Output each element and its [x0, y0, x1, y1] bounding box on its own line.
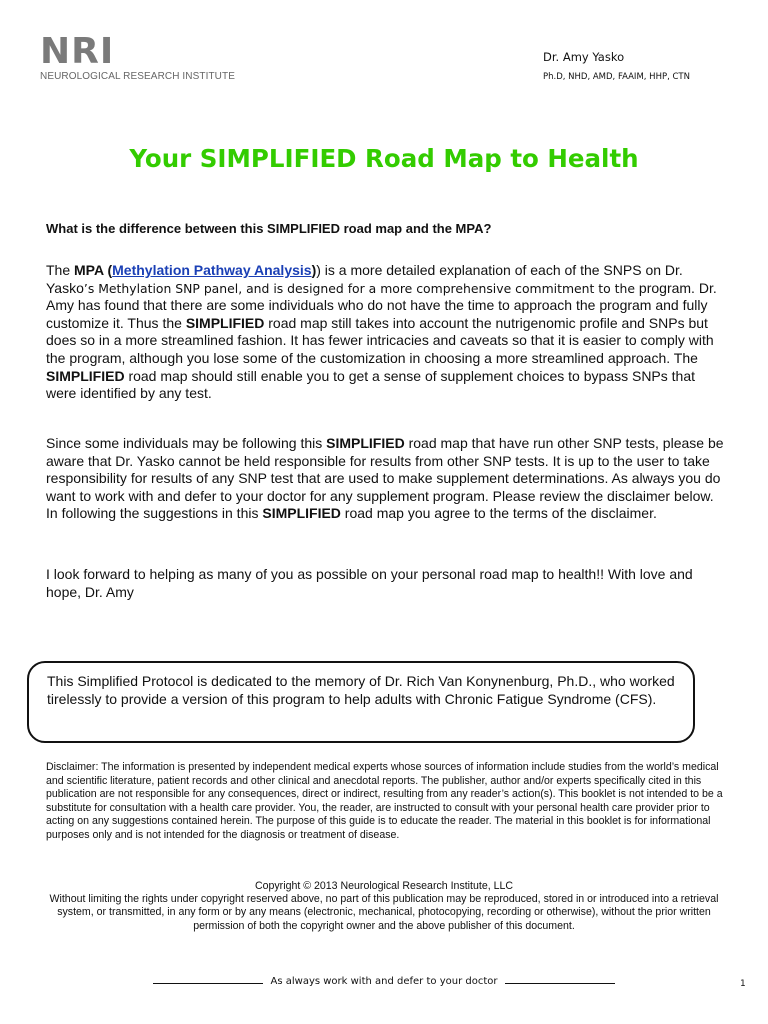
p2-text: road map you agree to the terms of the disclaimer.	[340, 505, 657, 522]
p2-text: Since some individuals may be following this	[46, 435, 327, 451]
mpa-term: MPA	[74, 262, 104, 278]
nri-logo	[40, 31, 235, 82]
copyright-body: Without limiting the rights under copyright reserved above, no part of this publication may be reproduced, stored in or introduced into a retrieval system, or transmitted, in any form or by any means (electronic, mechanical, photocopying, recording or otherwise), without the prior written permission of both the copyright owner and the above publisher of this document.	[49, 893, 719, 932]
logo-mark: NRI	[40, 31, 115, 72]
p1-paren: (	[103, 262, 113, 278]
p1-text: The	[46, 262, 75, 278]
author-credentials: Ph.D, NHD, AMD, FAAIM, HHP, CTN	[543, 72, 690, 82]
simplified-term: SIMPLIFIED	[185, 314, 265, 331]
simplified-term: SIMPLIFIED	[326, 435, 405, 451]
section-question: What is the difference between this SIMPLIFIED road map and the MPA?	[46, 221, 492, 236]
logo-subtitle: NEUROLOGICAL RESEARCH INSTITUTE	[40, 71, 235, 82]
p1-text: road map still takes into account the nutrigenomic profile and SNPs but does so in a more streamlined fashion. It has fewer intricacies and caveats so that it is easier to comply with the program, although you lose some of the customization in choosing a more streamlined approach. The	[46, 314, 714, 366]
p2-text: road map that have run other SNP tests, please be aware that Dr. Yasko cannot be held responsible for results from other SNP tests. It is up to the user to take responsibility for results of any SNP test that are used to make supplement determinations. As always you do want to work with and defer to your doctor for any supplement program. Please review the disclaimer below. In following the suggestions in this	[46, 435, 724, 522]
footer-rule	[153, 983, 263, 984]
methylation-pathway-analysis-link[interactable]: Methylation Pathway Analysis	[112, 262, 312, 278]
responsibility-paragraph	[46, 435, 726, 523]
p1-text: program. Dr. Amy has found that there are some individuals who do not have the time to approach the program and fully customize it. Thus the	[46, 279, 717, 331]
author-block	[543, 50, 690, 82]
p1-text: ) is a more detailed explanation of each of the SNPS on Dr. Yasko	[46, 262, 683, 296]
footer-text: As always work with and defer to your doctor	[270, 976, 498, 987]
footer-rule	[505, 983, 615, 984]
author-name: Dr. Amy Yasko	[543, 50, 625, 64]
simplified-term: SIMPLIFIED	[46, 367, 125, 384]
p1-text: ’s Methylation SNP panel, and is designed for a more comprehensive commitment to the	[83, 280, 636, 296]
page-footer	[0, 976, 768, 987]
copyright-block	[46, 880, 722, 933]
simplified-term: SIMPLIFIED	[262, 505, 341, 522]
intro-paragraph	[46, 262, 726, 403]
memorial-text: This Simplified Protocol is dedicated to the memory of Dr. Rich Van Konynenburg, Ph.D., who worked tirelessly to provide a version of this program to help adults with Chronic Fatigue Syndrome (CFS).	[47, 673, 675, 707]
disclaimer: Disclaimer: The information is presented by independent medical experts whose sources of information include studies from the world’s medical and scientific literature, patient records and other clinical and anecdotal reports. The publisher, author and/or experts specifically cited in this publication are not responsible for any consequences, direct or indirect, resulting from any reader’s action(s). This booklet is not intended to be a substitute for consultation with a health care provider. You, the reader, are instructed to consult with your personal health care provider prior to acting on any suggestions contained herein. The purpose of this guide is to educate the reader. The material in this booklet is for informational purposes only and is not intended for the diagnosis or treatment of disease.	[46, 761, 723, 841]
memorial-box	[27, 661, 695, 743]
page-title: Your SIMPLIFIED Road Map to Health	[129, 144, 639, 173]
p1-paren-close: )	[311, 262, 317, 278]
p1-text: road map should still enable you to get a sense of supplement choices to bypass SNPs that were identified by any test.	[46, 367, 696, 402]
copyright-line: Copyright © 2013 Neurological Research Institute, LLC	[254, 880, 514, 892]
closing-paragraph: I look forward to helping as many of you as possible on your personal road map to health!! With love and hope, Dr. Amy	[46, 566, 693, 600]
page-number: 1	[740, 979, 746, 989]
